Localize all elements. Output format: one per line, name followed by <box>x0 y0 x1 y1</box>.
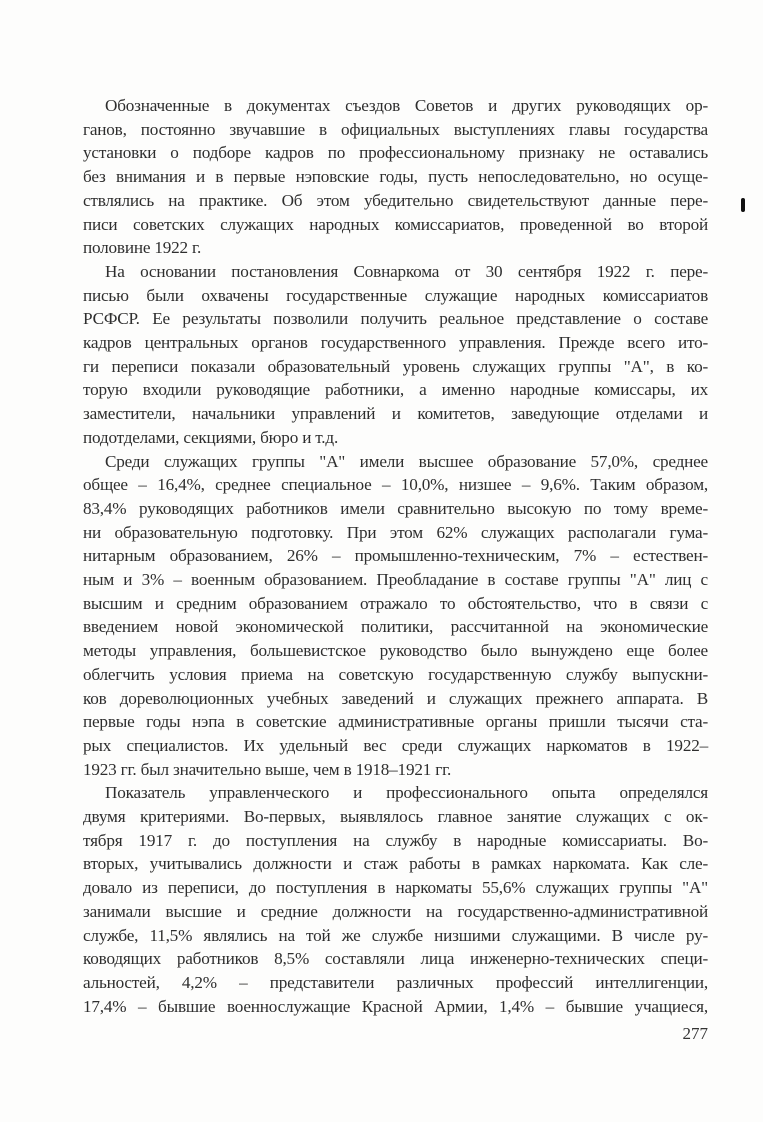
text-line: подотделами, секциями, бюро и т.д. <box>83 427 339 447</box>
text-line: довало из переписи, до поступления в наркоматы 55,6% служащих группы "А" <box>83 878 708 898</box>
text-line: ни образовательную подготовку. При этом 62% служащих располагали гума- <box>83 522 708 542</box>
text-line: Обозначенные в документах съездов Советов и других руководящих ор- <box>105 96 708 115</box>
text-line: ным и 3% – военным образованием. Преобладание в составе группы "А" лиц с <box>83 570 708 589</box>
text-line: ганов, постоянно звучавшие в официальных выступлениях главы государства <box>83 119 708 139</box>
text-line: заместители, начальники управлений и комитетов, заведующие отделами и <box>83 404 708 424</box>
text-line: высшим и средним образованием отражало то обстоятельство, что в связи с <box>83 593 708 613</box>
text-line: тября 1917 г. до поступления на службу в народные комиссариаты. Во- <box>83 830 708 850</box>
text-line: кадров центральных органов государственного управления. Прежде всего ито- <box>83 333 708 352</box>
text-line: 1923 гг. был значительно выше, чем в 1918–1921 гг. <box>83 759 452 779</box>
text-line: без внимания и в первые нэповские годы, пусть непоследовательно, но осуще- <box>83 167 708 187</box>
text-line: занимали высшие и средние должности на государственно-административной <box>83 901 708 921</box>
text-line: установки о подборе кадров по профессиональному признаку не оставались <box>83 143 708 163</box>
text-line: ги переписи показали образовательный уровень служащих группы "А", в ко- <box>83 356 708 376</box>
text-line: ствлялись на практике. Об этом убедительно свидетельствуют данные пере- <box>83 190 708 210</box>
text-line: методы управления, большевистское руководство было вынуждено еще более <box>83 641 708 661</box>
text-line: двумя критериями. Во-первых, выявлялось главное занятие служащих с ок- <box>83 807 708 826</box>
text-line: общее – 16,4%, среднее специальное – 10,0%, низшее – 9,6%. Таким образом, <box>83 475 708 495</box>
text-line: ководящих работников 8,5% составляли лица инженерно-технических специ- <box>83 949 708 969</box>
text-line: Среди служащих группы "А" имели высшее образование 57,0%, среднее <box>105 451 708 471</box>
text-line: писи советских служащих народных комиссариатов, проведенной во второй <box>83 214 708 234</box>
text-line: 83,4% руководящих работников имели сравнительно высокую по тому време- <box>83 498 708 518</box>
text-line: Показатель управленческого и профессионального опыта определялся <box>105 783 708 803</box>
text-line: первые годы нэпа в советские административные органы пришли тысячи ста- <box>83 712 708 732</box>
text-line: рых специалистов. Их удельный вес среди служащих наркоматов в 1922– <box>83 735 708 755</box>
text-line: ков дореволюционных учебных заведений и служащих прежнего аппарата. В <box>83 688 708 708</box>
text-line: введением новой экономической политики, рассчитанной на экономические <box>83 617 708 637</box>
text-line: службе, 11,5% являлись на той же службе низшими служащими. В числе ру- <box>83 925 708 945</box>
text-line: половине 1922 г. <box>83 238 202 258</box>
text-line: облегчить условия приема на советскую государственную службу выпускни- <box>83 664 708 684</box>
text-line: РСФСР. Ее результаты позволили получить реальное представление о составе <box>83 309 708 329</box>
text-line: альностей, 4,2% – представители различных профессий интеллигенции, <box>83 972 708 992</box>
text-line: На основании постановления Совнаркома от 30 сентября 1922 г. пере- <box>105 261 708 281</box>
text-line: вторых, учитывались должности и стаж работы в рамках наркомата. Как сле- <box>83 854 708 874</box>
text-line: писью были охвачены государственные служащие народных комиссариатов <box>83 285 708 305</box>
text-line: 17,4% – бывшие военнослужащие Красной Армии, 1,4% – бывшие учащиеся, <box>83 996 708 1016</box>
page-number: 277 <box>682 1024 708 1043</box>
scan-artifact-mark <box>741 198 745 212</box>
text-line: торую входили руководящие работники, а именно народные комиссары, их <box>83 380 708 400</box>
text-line: нитарным образованием, 26% – промышленно-техническим, 7% – естествен- <box>83 546 708 566</box>
